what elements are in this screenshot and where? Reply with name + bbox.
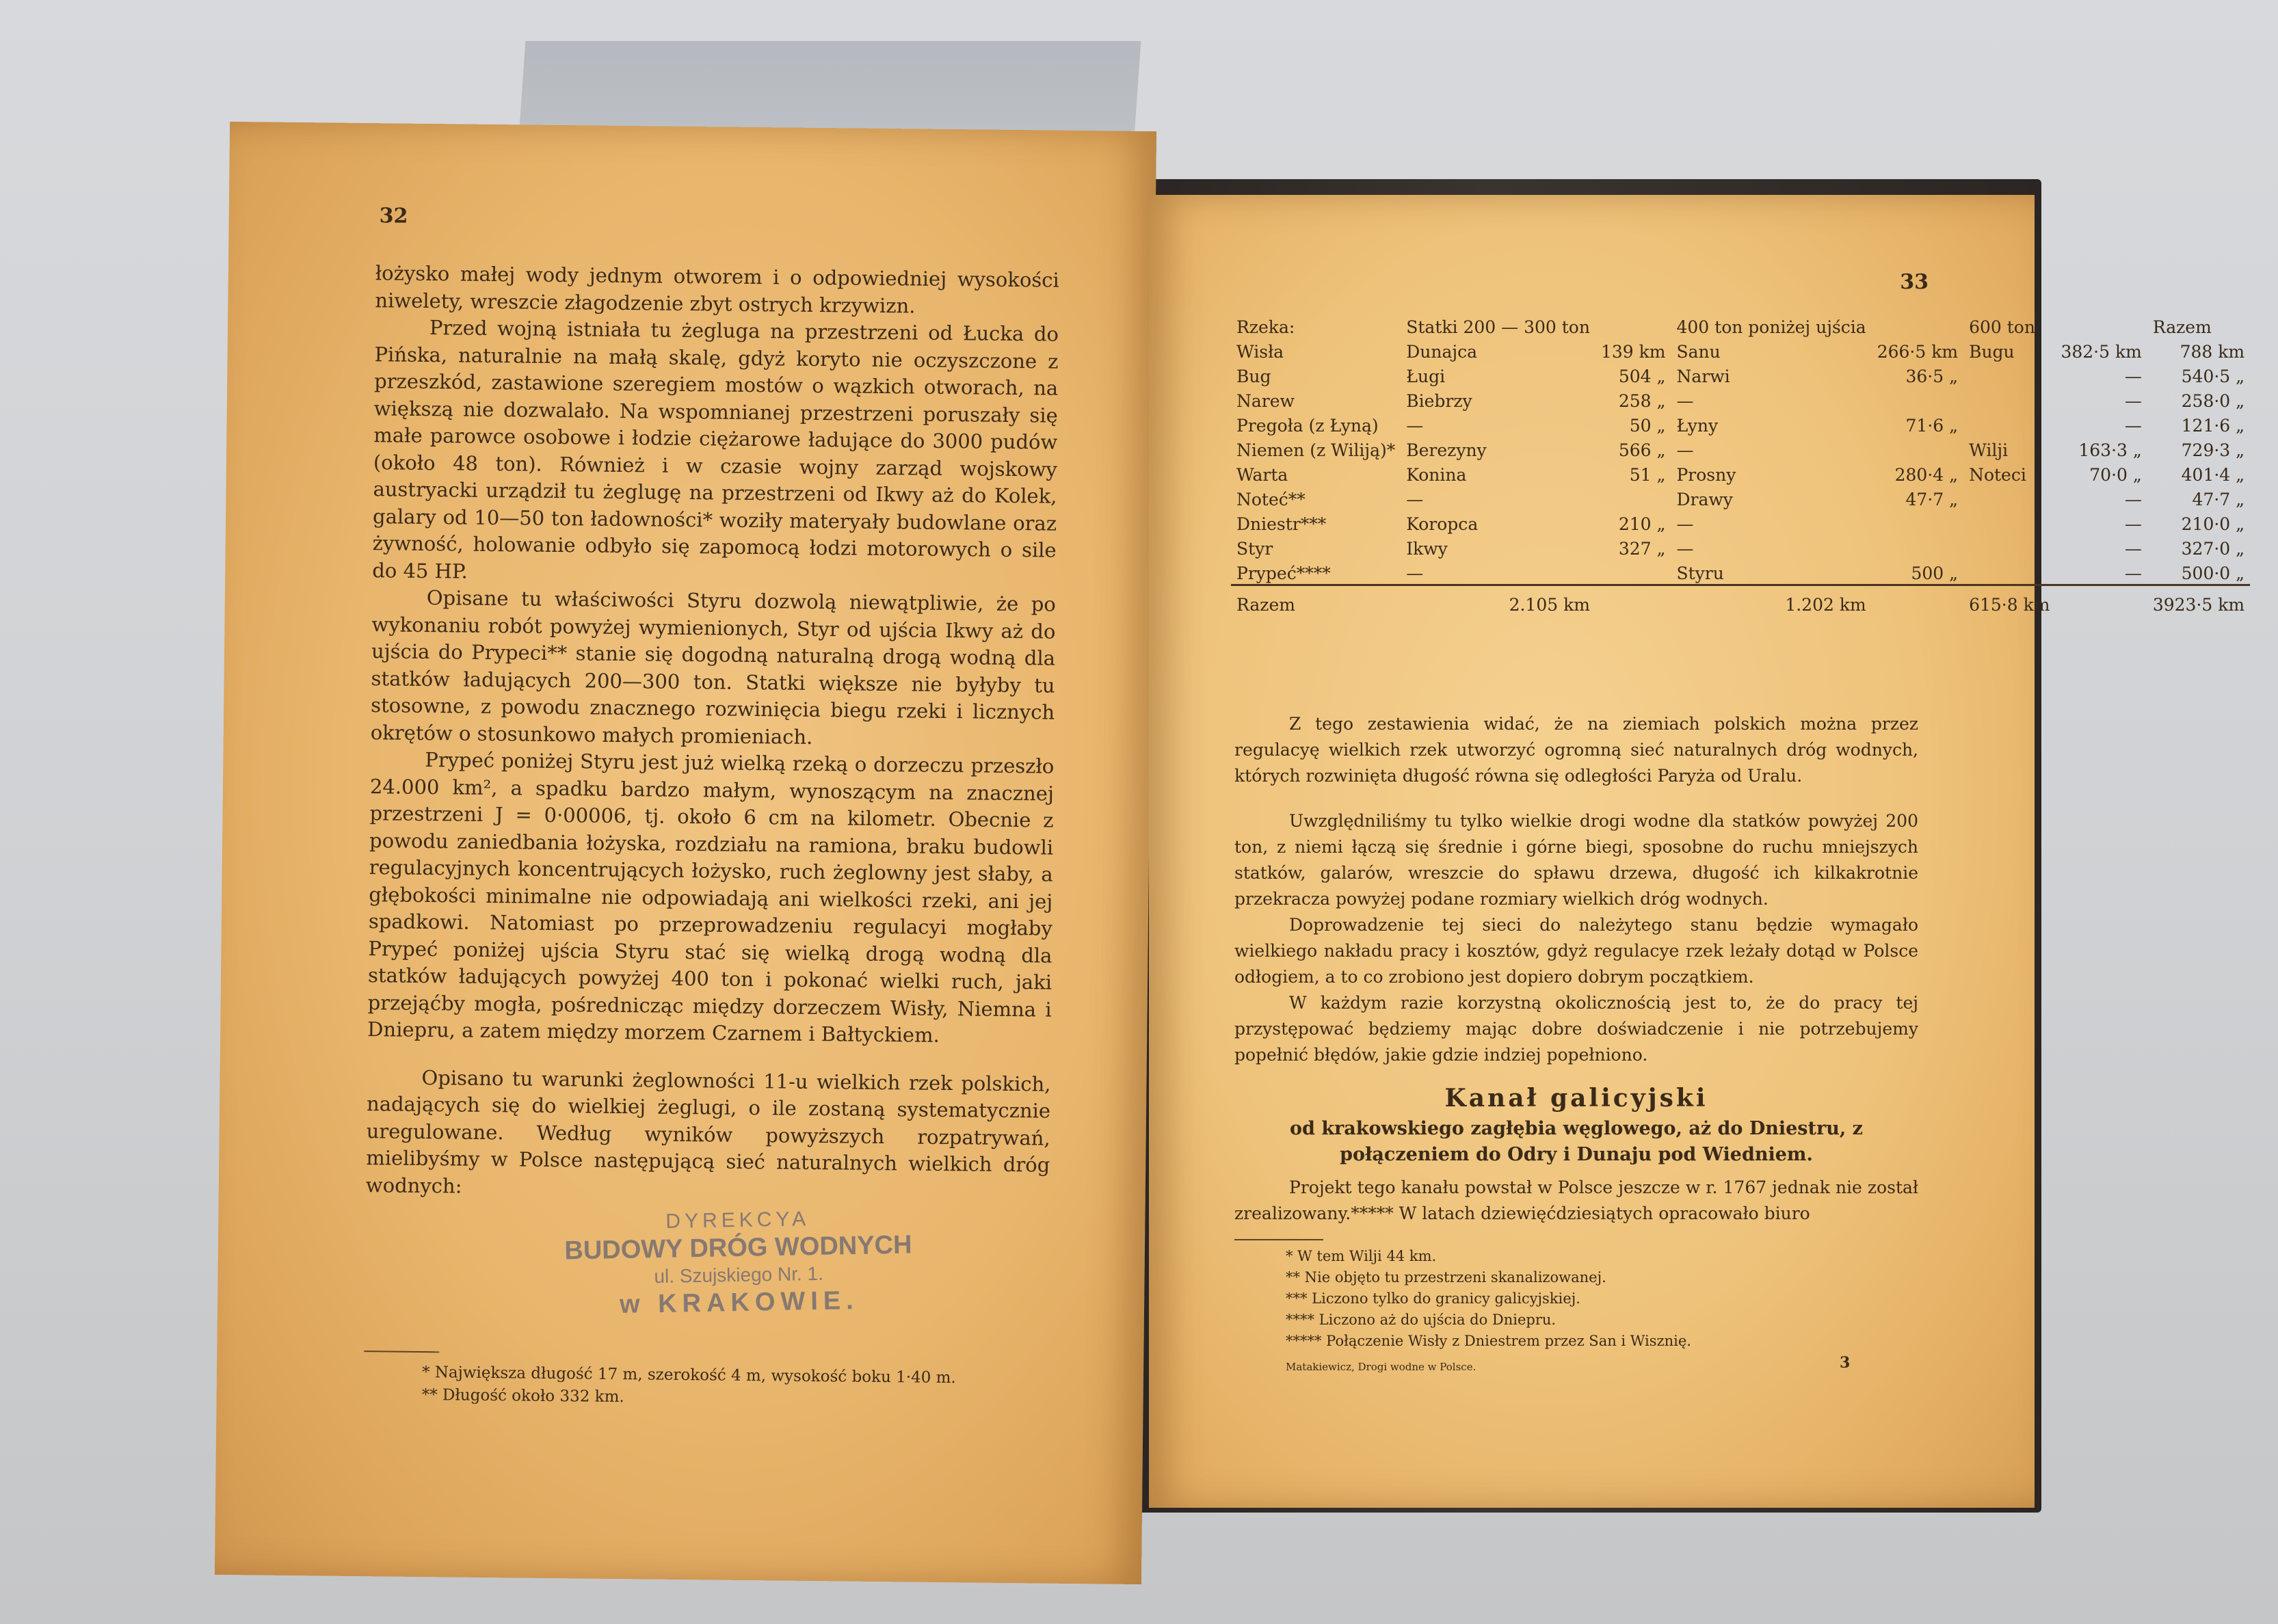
table-total-cell bbox=[1872, 585, 1963, 616]
table-cell: 401·4 „ bbox=[2181, 465, 2245, 485]
table-cell: Bug bbox=[1236, 367, 1271, 386]
table-cell: Berezyny bbox=[1406, 440, 1487, 460]
table-cell bbox=[1963, 387, 2055, 412]
table-cell: 163·3 „ bbox=[2078, 440, 2142, 460]
table-cell: Noteci bbox=[1969, 465, 2026, 485]
table-header-cell: Statki 200 — 300 ton bbox=[1406, 317, 1590, 337]
library-stamp bbox=[532, 1203, 944, 1333]
table-row bbox=[1231, 362, 2250, 387]
table-cell: Ikwy bbox=[1406, 539, 1448, 559]
table-total-cell: 3923·5 km bbox=[2147, 585, 2250, 616]
sheet-signature: 3 bbox=[1840, 1354, 1851, 1372]
table-cell: — bbox=[1406, 563, 1424, 583]
stamp-line: BUDOWY DRÓG WODNYCH bbox=[564, 1230, 912, 1266]
table-cell: Prypeć**** bbox=[1236, 563, 1331, 583]
table-row bbox=[1231, 387, 2250, 412]
table-cell: 327 „ bbox=[1618, 539, 1666, 559]
table-cell bbox=[1872, 535, 1963, 559]
left-page bbox=[215, 122, 1156, 1584]
table-header-cell bbox=[1595, 313, 1671, 338]
table-cell: Biebrzy bbox=[1406, 391, 1472, 411]
table-cell: 504 „ bbox=[1618, 367, 1666, 386]
table-cell: Drawy bbox=[1676, 490, 1733, 509]
page-number: 32 bbox=[379, 204, 408, 228]
stamp-line: DYREKCYA bbox=[665, 1208, 810, 1233]
table-cell: Narwi bbox=[1676, 367, 1730, 386]
table-row bbox=[1231, 338, 2250, 362]
table-total-cell: 615·8 km bbox=[1963, 585, 2055, 616]
paragraph: Doprowadzenie tej sieci do należytego stanu będzie wymagało wielkiego nakładu pracy i kosztów, gdyż regulacye rzek leżały dotąd w Polsce odłogiem, a to co zrobiono jest dopiero dobrym początkiem. bbox=[1234, 915, 1918, 987]
table-row bbox=[1231, 535, 2250, 559]
footnote-rule bbox=[364, 1350, 439, 1353]
table-cell bbox=[1872, 510, 1963, 535]
table-cell: — bbox=[2124, 391, 2142, 411]
paragraph: Projekt tego kanału powstał w Polsce jeszcze w r. 1767 jednak nie został zrealizowany.***** W latach dziewięćdziesiątych opracowało biuro bbox=[1234, 1177, 1918, 1223]
table-total-cell bbox=[1595, 585, 1671, 616]
table-header-cell: 600 ton bbox=[1969, 317, 2035, 337]
table-header-row bbox=[1231, 313, 2250, 338]
table-cell: — bbox=[1676, 440, 1694, 460]
table-cell: Prosny bbox=[1676, 465, 1736, 485]
table-cell bbox=[1963, 362, 2055, 387]
table-cell: Dniestr*** bbox=[1236, 514, 1327, 534]
section-title: Kanał galicyjski bbox=[1444, 1084, 1708, 1113]
table-row bbox=[1231, 510, 2250, 535]
table-cell: Wilji bbox=[1969, 440, 2009, 460]
footnote: ** Długość około 332 km. bbox=[421, 1386, 624, 1407]
table-row bbox=[1231, 412, 2250, 436]
table-cell: 121·6 „ bbox=[2181, 416, 2245, 436]
table-cell bbox=[1963, 535, 2055, 559]
table-header-cell: 400 ton poniżej ujścia bbox=[1676, 317, 1866, 337]
table-cell: 540·5 „ bbox=[2181, 367, 2245, 386]
paragraph: W każdym razie korzystną okolicznością jest to, że do pracy tej przystępować będziemy mając dobre doświadczenie i nie potrzebujemy popełnić błędów, jakie gdzie indziej popełniono. bbox=[1234, 993, 1918, 1065]
table-cell: Pregoła (z Łyną) bbox=[1236, 416, 1379, 436]
table-cell bbox=[1872, 436, 1963, 461]
rivers-table bbox=[1231, 313, 2250, 615]
paragraph: Z tego zestawienia widać, że na ziemiach polskich można przez regulacyę wielkich rzek utworzyć ogromną sieć naturalnych dróg wodnych, których rozwinięta długość równa się odległości Paryża od Uralu. bbox=[1234, 714, 1918, 786]
table-cell: 71·6 „ bbox=[1905, 416, 1959, 436]
page-number: 33 bbox=[1900, 270, 1929, 294]
table-header-cell: Rzeka: bbox=[1236, 317, 1295, 337]
table-cell: 47·7 „ bbox=[1905, 490, 1959, 509]
paragraph: Opisane tu właściwości Styru dozwolą niewątpliwie, że po wykonaniu robót powyżej wymienionych, Styr od ujścia Ikwy aż do ujścia do Prypeci** stanie się dogodną naturalną drogą wodną dla statków ładujących 200—300 ton. Statki większe nie byłyby tu stosowne, z powodu znacznego rozwinięcia biegu rzeki i licznych okrętów o stosunkowo małych promieniach. bbox=[370, 586, 1057, 749]
table-cell: — bbox=[1676, 514, 1694, 534]
table-cell: 70·0 „ bbox=[2089, 465, 2142, 485]
table-cell: 210·0 „ bbox=[2181, 514, 2245, 534]
table-cell: Bugu bbox=[1969, 342, 2015, 362]
table-cell: 51 „ bbox=[1629, 465, 1666, 485]
footnote: ** Nie objęto tu przestrzeni skanalizowanej. bbox=[1286, 1269, 1606, 1286]
table-cell bbox=[1872, 387, 1963, 412]
table-cell: — bbox=[2124, 563, 2142, 583]
right-body bbox=[1234, 711, 1918, 1068]
stamp-line: ul. Szujskiego Nr. 1. bbox=[654, 1262, 824, 1288]
paragraph: Uwzględniliśmy tu tylko wielkie drogi wodne dla statków powyżej 200 ton, z niemi łączą się średnie i górne biegi, sposobne do ruchu mniejszych statków, galarów, wreszcie do spławu drzewa, długość ich kilkakrotnie przekracza powyżej podane rozmiary wielkich dróg wodnych. bbox=[1234, 811, 1918, 909]
table-cell: 566 „ bbox=[1618, 440, 1666, 460]
table-cell: 382·5 km bbox=[2061, 342, 2142, 362]
table-cell: Niemen (z Wiliją)* bbox=[1236, 440, 1396, 460]
table-cell bbox=[1595, 485, 1671, 510]
footnote-rule bbox=[1234, 1239, 1323, 1240]
table-row bbox=[1231, 485, 2250, 510]
table-cell: 36·5 „ bbox=[1905, 367, 1959, 386]
table-cell: Ługi bbox=[1406, 367, 1446, 386]
table-cell: Noteć** bbox=[1236, 490, 1306, 509]
table-total-cell bbox=[2055, 585, 2147, 616]
table-total-cell: 2.105 km bbox=[1401, 585, 1595, 616]
table-header-cell: Razem bbox=[2152, 317, 2212, 337]
table-cell: Styru bbox=[1676, 563, 1724, 583]
book-signature: Matakiewicz, Drogi wodne w Polsce. bbox=[1286, 1361, 1476, 1373]
table-cell: Dunajca bbox=[1406, 342, 1478, 362]
table-cell: — bbox=[1676, 539, 1694, 559]
table-cell: — bbox=[1406, 416, 1424, 436]
table-cell: 327·0 „ bbox=[2181, 539, 2245, 559]
table-cell bbox=[1963, 485, 2055, 510]
table-row bbox=[1231, 461, 2250, 485]
footnote: *** Liczono tylko do granicy galicyjskiej. bbox=[1286, 1290, 1580, 1307]
table-cell: Konina bbox=[1406, 465, 1467, 485]
table-cell: 266·5 km bbox=[1877, 342, 1959, 362]
table-cell: Wisła bbox=[1236, 342, 1284, 362]
table-cell: — bbox=[2124, 490, 2142, 509]
table-cell bbox=[1963, 412, 2055, 436]
paragraph: łożysko małej wody jednym otworem i o odpowiedniej wysokości niwelety, wreszcie złagodzenie zbyt ostrych krzywizn. bbox=[375, 261, 1059, 317]
table-cell: 50 „ bbox=[1629, 416, 1666, 436]
paragraph: Opisano tu warunki żeglowności 11-u wielkich rzek polskich, nadających się do wielkiej żeglugi, o ile zostaną systematycznie uregulowane. Według wyników powyższych rozpatrywań, mielibyśmy w Polsce następującą sieć naturalnych wielkich dróg wodnych: bbox=[365, 1065, 1051, 1198]
table-cell: 500 „ bbox=[1911, 563, 1959, 583]
left-footnotes bbox=[422, 1361, 1038, 1413]
table-cell: — bbox=[1406, 490, 1424, 509]
table-cell: Narew bbox=[1236, 391, 1295, 411]
footnote: ***** Połączenie Wisły z Dniestrem przez San i Wisznię. bbox=[1286, 1333, 1691, 1349]
table-cell: 729·3 „ bbox=[2181, 440, 2245, 460]
table-cell: 258 „ bbox=[1618, 391, 1666, 411]
right-footnotes bbox=[1286, 1246, 1901, 1352]
table-row bbox=[1231, 436, 2250, 461]
table-cell: 139 km bbox=[1600, 342, 1666, 362]
table-cell: Koropca bbox=[1406, 514, 1479, 534]
footnote: **** Liczono aż do ujścia do Dniepru. bbox=[1286, 1312, 1557, 1328]
table-cell: 788 km bbox=[2180, 342, 2245, 362]
table-cell bbox=[1963, 559, 2055, 585]
table-total-cell: 1.202 km bbox=[1671, 585, 1871, 616]
stamp-line: w KRAKOWIE. bbox=[619, 1286, 860, 1320]
table-row bbox=[1231, 559, 2250, 585]
table-cell bbox=[1595, 559, 1671, 585]
table-cell: 47·7 „ bbox=[2192, 490, 2245, 509]
paragraph: Prypeć poniżej Styru jest już wielką rzeką o dorzeczu przeszło 24.000 km², a spadku bardzo małym, wynoszącym na znacznej przestrzeni J = 0·00006, tj. około 6 cm na kilometr. Obecnie z powodu zaniedbania łożyska, rozdziału na ramiona, braku budowli regulacyjnych koncentrujących łożysko, ruch żeglowny jest słaby, a głębokości minimalne nie odpowiadają ani wielkości rzeki, ani jej spadkowi. Natomiast po przeprowadzeniu regulacyi mogłaby Prypeć poniżej ujścia Styru stać się wielką drogą wodną dla statków ładujących powyżej 400 ton i pokonać wielki ruch, jaki przejąćby mogła, pośrednicząc między dorzeczem Wisły, Niemna i Dniepru, a zatem między morzem Czarnem i Bałtyckiem. bbox=[367, 748, 1055, 1047]
table-cell: 258·0 „ bbox=[2181, 391, 2245, 411]
footnote: * W tem Wilji 44 km. bbox=[1286, 1248, 1437, 1264]
table-header-cell bbox=[1872, 313, 1963, 338]
table-header-cell bbox=[2055, 313, 2147, 338]
section-body bbox=[1234, 1175, 1918, 1227]
table-cell: — bbox=[2124, 514, 2142, 534]
paragraph: Przed wojną istniała tu żegluga na przestrzeni od Łucka do Pińska, naturalnie na małą skalę, gdyż koryto nie oczyszczone z przeszkód, zastawione szeregiem mostów o wązkich otworach, na większą nie dozwalało. Na wspomnianej przestrzeni poruszały się małe parowce osobowe i łodzie ciężarowe ładujące do 3000 pudów (około 48 ton). Również i w czasie wojny zarząd wojskowy austryacki urządził tu żeglugę na przestrzeni od Ikwy aż do Kolek, galary od 10—50 ton ładowności* woziły materyały budowlane oraz żywność, holowanie odbyło się zapomocą łodzi motorowych o sile do 45 HP. bbox=[372, 316, 1059, 583]
left-body bbox=[366, 260, 1059, 1206]
table-cell: Łyny bbox=[1676, 416, 1719, 436]
table-cell: 500·0 „ bbox=[2181, 563, 2245, 583]
table-total-row bbox=[1231, 585, 2250, 616]
table-cell: Sanu bbox=[1676, 342, 1721, 362]
table-cell: 280·4 „ bbox=[1894, 465, 1959, 485]
footnote: * Największa długość 17 m, szerokość 4 m, wysokość boku 1·40 m. bbox=[421, 1363, 956, 1387]
section-subtitle: od krakowskiego zagłębia węglowego, aż do Dniestru, z połączeniem do Odry i Dunaju pod Wiedniem. bbox=[1290, 1118, 1863, 1165]
table-cell: — bbox=[1676, 391, 1694, 411]
table-cell bbox=[1963, 510, 2055, 535]
table-cell: 210 „ bbox=[1618, 514, 1666, 534]
table-cell: — bbox=[2124, 367, 2142, 386]
table-total-label: Razem bbox=[1231, 585, 1401, 616]
table-cell: Warta bbox=[1236, 465, 1288, 485]
table-cell: — bbox=[2124, 416, 2142, 436]
table-cell: Styr bbox=[1236, 539, 1273, 559]
table-cell: — bbox=[2124, 539, 2142, 559]
